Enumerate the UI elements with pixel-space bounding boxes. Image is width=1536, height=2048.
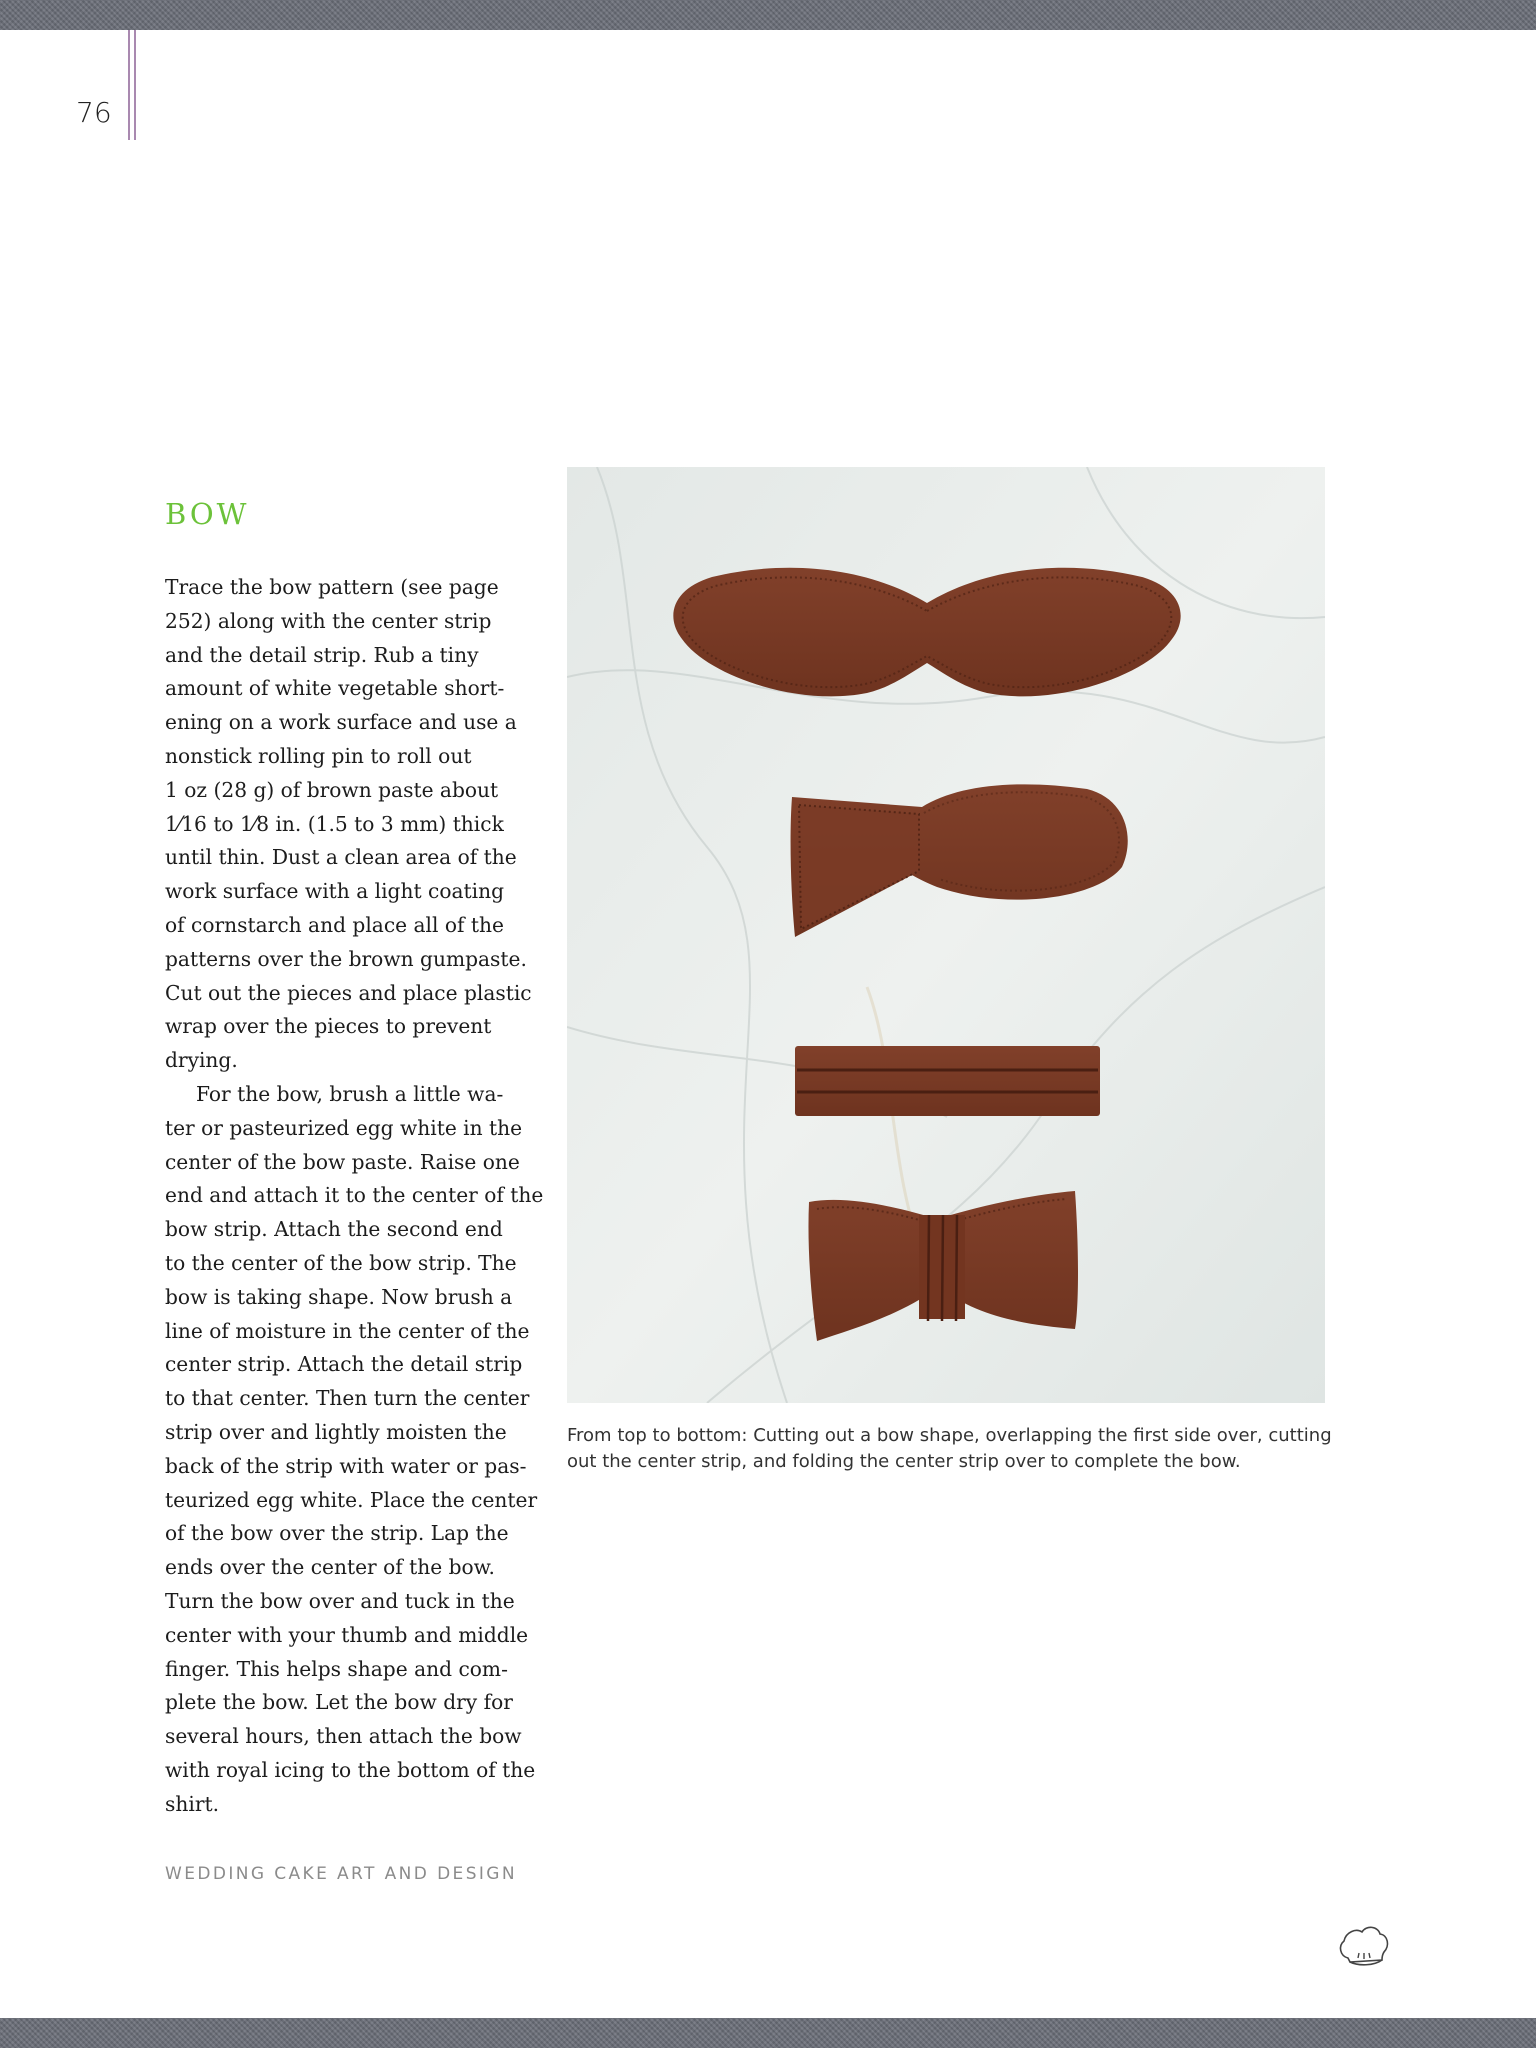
body-text-line: 252) along with the center strip <box>165 608 492 633</box>
page-number-rule <box>128 30 130 140</box>
body-text-line: to that center. Then turn the center <box>165 1386 530 1411</box>
body-text-line: amount of white vegetable short- <box>165 676 505 701</box>
body-text-line: patterns over the brown gumpaste. <box>165 946 527 971</box>
body-text-line: 1 oz (28 g) of brown paste about <box>165 777 499 802</box>
section-heading: BOW <box>165 497 250 531</box>
body-text <box>165 571 544 1821</box>
body-text-line: ends over the center of the bow. <box>165 1555 495 1580</box>
body-text-line: strip over and lightly moisten the <box>165 1419 507 1444</box>
body-text-line: with royal icing to the bottom of the <box>165 1757 536 1782</box>
bow-steps-photo <box>567 467 1325 1403</box>
body-text-line: center of the bow paste. Raise one <box>165 1149 520 1174</box>
caption-line: From top to bottom: Cutting out a bow shape, overlapping the first side over, cutting <box>567 1425 1332 1446</box>
body-text-line: end and attach it to the center of the <box>165 1183 544 1208</box>
body-text-line: of the bow over the strip. Lap the <box>165 1521 509 1546</box>
body-text-line: ening on a work surface and use a <box>165 710 517 735</box>
center-strip-piece <box>795 1046 1100 1116</box>
body-text-line: until thin. Dust a clean area of the <box>165 845 517 870</box>
body-text-line: drying. <box>165 1048 238 1073</box>
bottom-frame-bar <box>0 2018 1536 2048</box>
body-text-line: to the center of the bow strip. The <box>165 1250 517 1275</box>
body-text-line: of cornstarch and place all of the <box>165 912 504 937</box>
caption-line: out the center strip, and folding the center strip over to complete the bow. <box>567 1451 1241 1472</box>
body-text-line: ter or pasteurized egg white in the <box>165 1115 523 1140</box>
body-text-line: nonstick rolling pin to roll out <box>165 743 472 768</box>
running-footer: WEDDING CAKE ART AND DESIGN <box>165 1864 517 1884</box>
body-text-line: plete the bow. Let the bow dry for <box>165 1690 513 1715</box>
body-text-line: center strip. Attach the detail strip <box>165 1352 523 1377</box>
top-frame-bar <box>0 0 1536 30</box>
body-text-line: and the detail strip. Rub a tiny <box>165 642 479 667</box>
body-text-line: teurized egg white. Place the center <box>165 1487 538 1512</box>
body-text-line: back of the strip with water or pas- <box>165 1453 527 1478</box>
body-text-line: center with your thumb and middle <box>165 1622 529 1647</box>
body-text-line: For the bow, brush a little wa- <box>196 1081 504 1106</box>
page-number: 76 <box>76 96 112 129</box>
page-number-rule <box>134 30 136 140</box>
body-text-line: bow strip. Attach the second end <box>165 1217 503 1242</box>
body-text-line: Turn the bow over and tuck in the <box>165 1588 515 1613</box>
body-text-line: bow is taking shape. Now brush a <box>165 1284 513 1309</box>
body-text-line: finger. This helps shape and com- <box>165 1656 508 1681</box>
body-text-line: work surface with a light coating <box>165 879 504 904</box>
body-text-line: several hours, then attach the bow <box>165 1724 522 1749</box>
body-text-line: shirt. <box>165 1791 219 1816</box>
body-text-line: wrap over the pieces to prevent <box>165 1014 492 1039</box>
body-text-line: 1⁄16 to 1⁄8 in. (1.5 to 3 mm) thick <box>165 811 504 836</box>
body-text-line: Cut out the pieces and place plastic <box>165 980 532 1005</box>
photo-caption <box>567 1423 1332 1475</box>
body-text-line: line of moisture in the center of the <box>165 1318 530 1343</box>
body-text-line: Trace the bow pattern (see page <box>165 575 499 599</box>
chef-hat-icon <box>1338 1922 1390 1972</box>
